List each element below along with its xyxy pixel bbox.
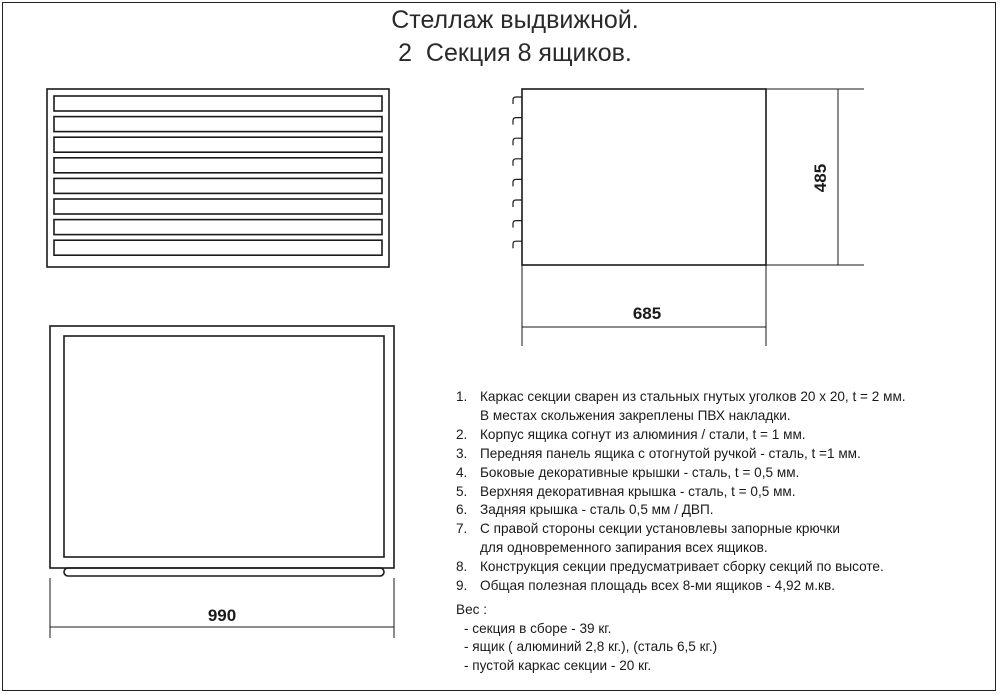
note-item: [456, 464, 906, 483]
note-text: Верхняя декоративная крышка - сталь, t = 0,5 мм.: [480, 483, 796, 499]
top-view-outer: [50, 326, 394, 568]
note-item: [456, 520, 906, 558]
locking-hook: [513, 200, 522, 207]
specification-notes: [456, 388, 906, 596]
drawer-front: [54, 178, 382, 193]
weight-item-drawer: - ящик ( алюминий 2,8 кг.), (сталь 6,5 кг.): [464, 639, 718, 655]
note-text: Конструкция секции предусматривает сборку секций по высоте.: [480, 559, 884, 575]
drawer-front: [54, 96, 382, 111]
weight-item-empty-frame: - пустой каркас секции - 20 кг.: [464, 657, 652, 673]
locking-hooks: [513, 97, 522, 248]
drawer-front: [54, 240, 382, 255]
note-text: Общая полезная площадь всех 8-ми ящиков - 4,92 м.кв.: [480, 578, 835, 594]
note-text: С правой стороны секции установлевы запорные крючки: [480, 521, 840, 537]
dimension-label-685: 685: [632, 304, 662, 323]
top-view-handle: [64, 568, 384, 576]
drawer-front: [54, 117, 382, 132]
dimension-label-990: 990: [207, 606, 237, 625]
note-item: [456, 501, 906, 520]
locking-hook: [513, 179, 522, 186]
note-number: 7.: [456, 521, 468, 537]
drawer-front: [54, 220, 382, 235]
note-item: [456, 577, 906, 596]
note-number: 9.: [456, 578, 468, 594]
note-number: 2.: [456, 426, 468, 442]
weight-item-assembled: - секция в сборе - 39 кг.: [464, 620, 612, 636]
locking-hook: [513, 118, 522, 125]
note-text: Боковые декоративные крышки - сталь, t = 0,5 мм.: [480, 464, 800, 480]
note-item: [456, 558, 906, 577]
note-continuation: В местах скольжения закреплены ПВХ накладки.: [480, 407, 791, 423]
weight-block: [456, 601, 717, 675]
locking-hook: [513, 138, 522, 145]
drawer-fronts: [54, 96, 382, 255]
title-line-2: 2 Секция 8 ящиков.: [398, 39, 632, 67]
title-line-1: Стеллаж выдвижной.: [391, 6, 639, 34]
note-number: 4.: [456, 464, 468, 480]
locking-hook: [513, 241, 522, 248]
note-item: [456, 445, 906, 464]
note-text: Каркас секции сварен из стальных гнутых уголков 20 х 20, t = 2 мм.: [480, 389, 906, 404]
drawer-front: [54, 199, 382, 214]
note-item: [456, 426, 906, 445]
note-continuation: для одновременного запирания всех ящиков.: [480, 540, 768, 556]
note-text: Корпус ящика согнут из алюминия / стали, t = 1 мм.: [480, 426, 806, 442]
drawer-front: [54, 137, 382, 152]
note-number: 8.: [456, 559, 468, 575]
side-view-frame: [522, 89, 766, 265]
note-text: Задняя крышка - сталь 0,5 мм / ДВП.: [480, 502, 714, 518]
note-number: 5.: [456, 483, 468, 499]
note-number: 1.: [456, 389, 468, 404]
note-item: [456, 483, 906, 502]
note-text: Передняя панель ящика с отогнутой ручкой - сталь, t =1 мм.: [480, 445, 861, 461]
note-number: 3.: [456, 445, 468, 461]
notes-list: [456, 388, 906, 596]
locking-hook: [513, 97, 522, 104]
note-number: 6.: [456, 502, 468, 518]
weight-heading: Вес :: [456, 602, 487, 617]
locking-hook: [513, 221, 522, 228]
top-view-inner: [64, 336, 384, 557]
drawer-front: [54, 158, 382, 173]
dimension-label-485: 485: [811, 163, 830, 193]
locking-hook: [513, 159, 522, 166]
note-item: [456, 388, 906, 426]
